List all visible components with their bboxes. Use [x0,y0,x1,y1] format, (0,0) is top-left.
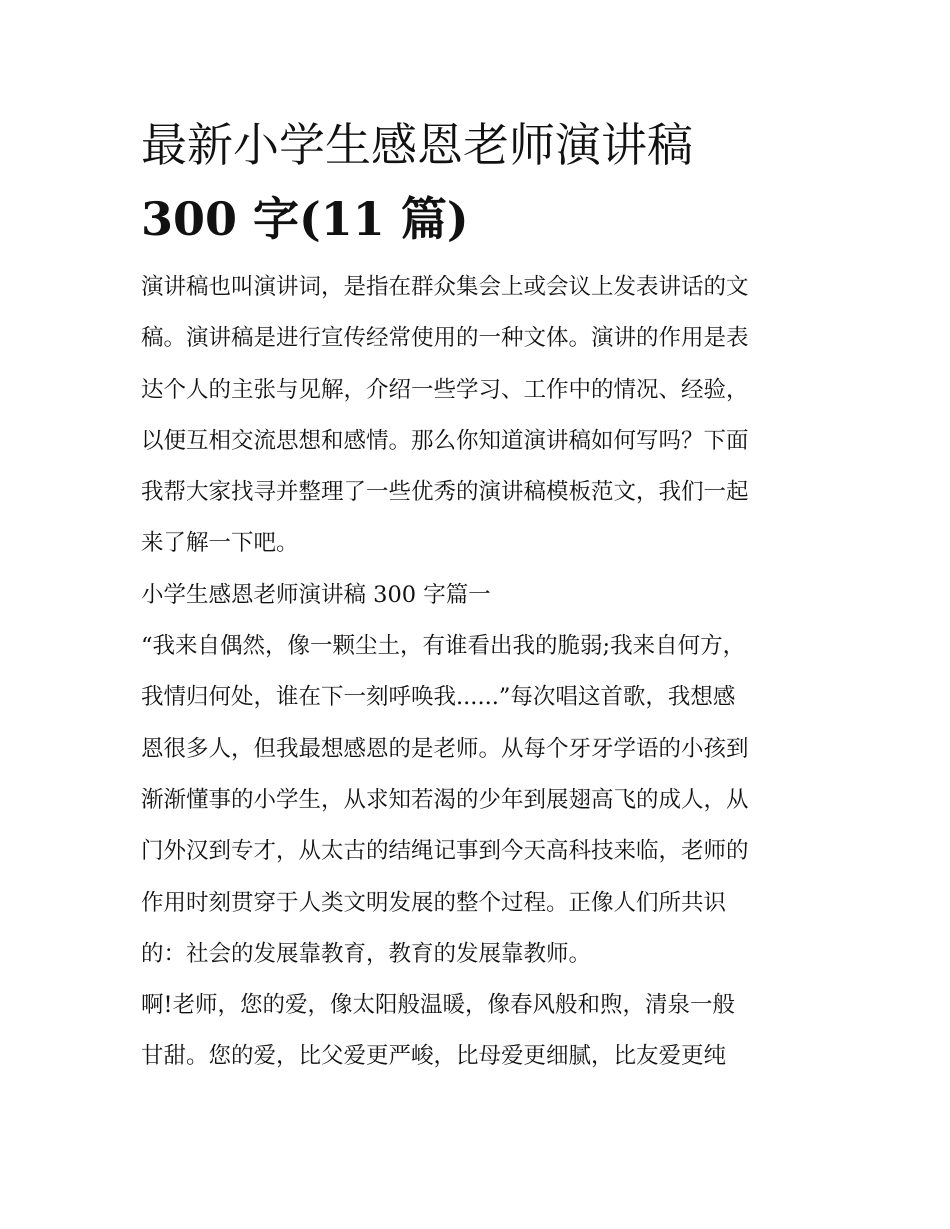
paragraph-line: 恩很多人，但我最想感恩的是老师。从每个牙牙学语的小孩到 [141,735,749,762]
document-title-line-2: 300 字(11 篇) [141,192,469,246]
paragraph-line: 演讲稿也叫演讲词，是指在群众集会上或会议上发表讲话的文 [141,274,749,300]
section-heading-text: 小学生感恩老师演讲稿 300 字篇一 [141,581,491,608]
paragraph-line: 啊!老师，您的爱，像太阳般温暖，像春风般和煦，清泉一般 [141,992,736,1019]
intro-paragraph [141,262,813,570]
paragraph-line: 达个人的主张与见解，介绍一些学习、工作中的情况、经验， [141,376,749,403]
paragraph-line: 渐渐懂事的小学生，从求知若渴的少年到展翅高飞的成人，从 [141,786,749,813]
section-heading [141,570,813,621]
paragraph-line: 门外汉到专才，从太古的结绳记事到今天高科技来临，老师的 [141,838,749,865]
paragraph-line: 的：社会的发展靠教育，教育的发展靠教师。 [141,940,592,967]
body-paragraph [141,980,813,1083]
body-paragraph [141,621,813,980]
paragraph-line: 稿。演讲稿是进行宣传经常使用的一种文体。演讲的作用是表 [141,325,749,352]
paragraph-line: 甘甜。您的爱，比父爱更严峻，比母爱更细腻，比友爱更纯 [141,1043,727,1070]
paragraph-line: 来了解一下吧。 [141,530,299,557]
paragraph-line: 我情归何处，谁在下一刻呼唤我......”每次唱这首歌，我想感 [141,684,736,711]
paragraph-line: 作用时刻贯穿于人类文明发展的整个过程。正像人们所共识 [141,889,727,916]
document-title-line-1: 最新小学生感恩老师演讲稿 [141,118,693,172]
paragraph-line: 以便互相交流思想和感情。那么你知道演讲稿如何写吗？下面 [141,427,749,454]
paragraph-line: “我来自偶然，像一颗尘土，有谁看出我的脆弱;我来自何方， [141,633,746,660]
paragraph-line: 我帮大家找寻并整理了一些优秀的演讲稿模板范文，我们一起 [141,479,749,506]
document-page [141,110,813,1083]
